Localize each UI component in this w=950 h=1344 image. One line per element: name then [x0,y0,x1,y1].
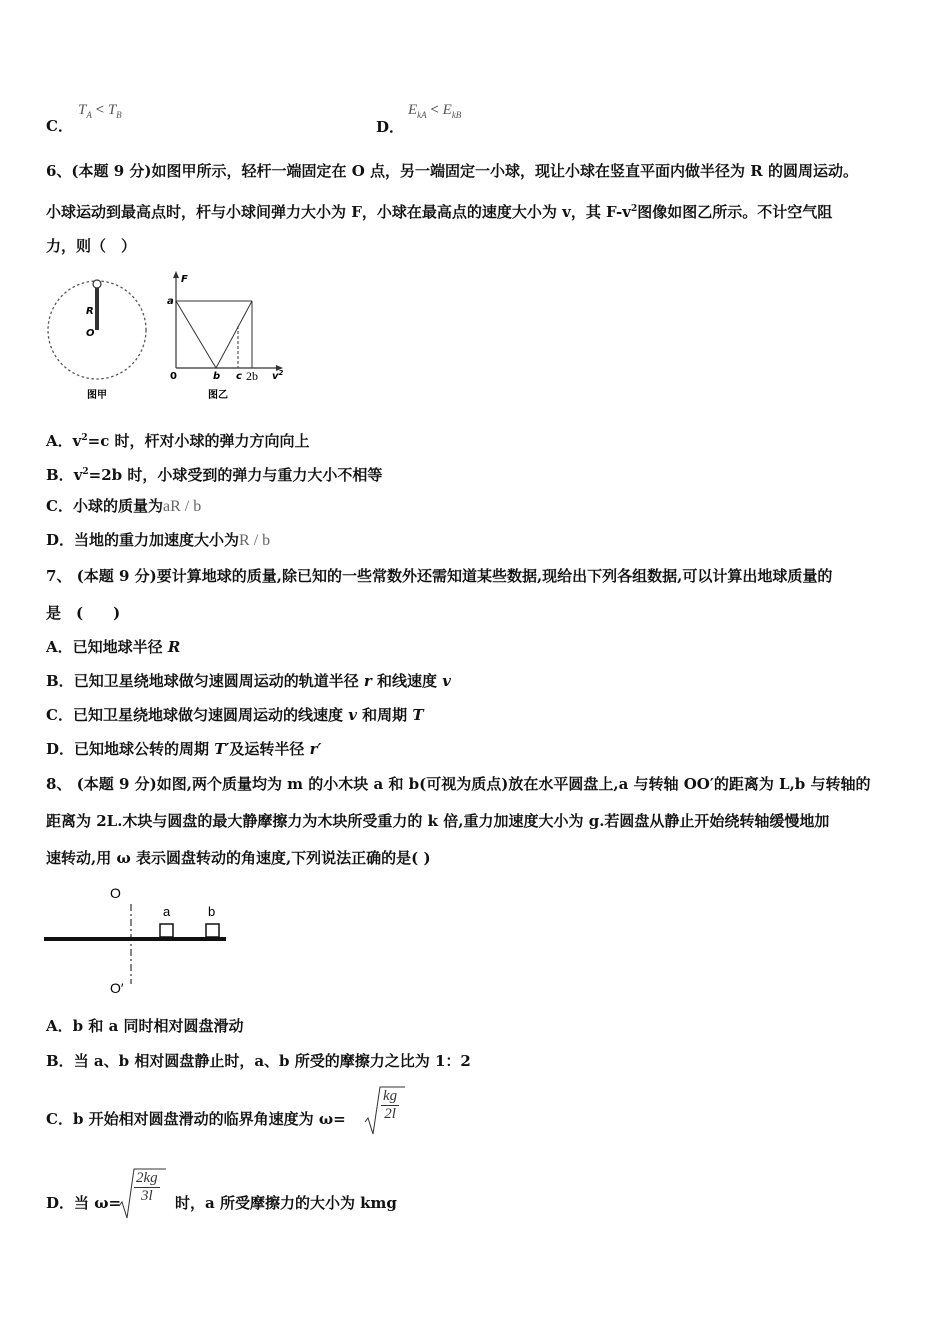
q6-stem-line2-post: 图像如图乙所示。不计空气阻 [637,203,833,221]
option-var: T [412,706,424,724]
q6-option-a [46,428,310,451]
q6-stem-line2 [46,199,832,222]
option-var: r′ [309,740,322,758]
option-text: 当 a、b 相对圆盘静止时，a、b 所受的摩擦力之比为 1：2 [73,1052,471,1070]
option-pre: v [72,432,82,450]
y-axis-arrow [173,271,179,278]
q7-option-a [46,637,180,657]
option-label: D． [46,531,75,549]
figure-jia [44,272,154,404]
label-v2 [272,369,284,382]
option-text: 当 ω= [74,1194,122,1212]
option-text: b 开始相对圆盘滑动的临界角速度为 ω= [72,1110,346,1128]
option-label: B． [46,1052,74,1070]
formula-sub: B [116,110,122,120]
label-O: O [86,328,95,339]
caption-jia: 图甲 [87,390,107,401]
option-text: b 和 a 同时相对圆盘滑动 [72,1017,244,1035]
option-var: r [363,672,372,690]
label-c: c [236,371,242,382]
label-v: v [272,371,279,382]
option-label: C． [46,1110,73,1128]
label-b: b [213,371,221,382]
fraction-denominator: 3l [141,1188,153,1204]
formula-sub: A [86,110,92,120]
option-text: 小球的质量为 [72,497,163,515]
option-text: 已知卫星绕地球做匀速圆周运动的轨道半径 [73,672,364,690]
option-sup: 2 [81,433,88,443]
label-R: R [86,306,94,317]
disk [44,937,226,941]
q6-stem-line1: 6、(本题 9 分)如图甲所示，轻杆一端固定在 O 点，另一端固定一小球，现让小球在竖直平面内做半径为 R 的圆周运动。 [46,162,858,180]
option-text: 和线速度 [371,672,443,690]
fraction [381,1088,399,1123]
label-2b: 2b [246,369,258,383]
block-b [206,924,219,937]
fraction-numerator: 2kg [136,1170,158,1186]
q8-stem-line2: 距离为 2L.木块与圆盘的最大静摩擦力为木块所受重力的 k 倍,重力加速度大小为 g.若圆盘从静止开始绕转轴缓慢地加 [46,812,830,830]
option-var: v [348,706,357,724]
q5-option-c-label: C． [46,117,73,135]
option-label: D． [46,1194,75,1212]
q5-option-d-formula [408,102,461,120]
option-var: v [442,672,451,690]
q8-option-d [46,1193,121,1213]
q7-option-b [46,671,451,691]
label-zero: 0 [170,371,177,382]
caption-yi: 图乙 [208,390,228,401]
q8-stem-line1: 8、 (本题 9 分)如图,两个质量均为 m 的小木块 a 和 b(可视为质点)放在水平圆盘上,a 与转轴 OO′的距离为 L,b 与转轴的 [46,775,871,793]
q6-option-b [46,462,382,485]
q6-stem-line2-pre: 小球运动到最高点时，杆与小球间弹力大小为 F，小球在最高点的速度大小为 v，其 F-v [46,203,631,221]
q7-option-c [46,705,424,725]
fraction-numerator: kg [383,1088,398,1104]
q5-option-c [46,116,73,136]
graph-v [176,301,252,368]
option-label: D． [46,740,75,758]
q8-option-c [46,1109,346,1129]
label-v-sup: 2 [278,369,284,377]
label-a: a [167,296,174,307]
option-text: 已知地球公转的周期 [74,740,215,758]
option-label: B． [46,466,74,484]
formula-sub: kA [417,110,427,120]
q7-option-d [46,739,321,759]
option-label: C． [46,706,73,724]
formula-sub: kB [451,110,462,120]
label-O: O [110,885,121,901]
option-text: 已知卫星绕地球做匀速圆周运动的线速度 [72,706,349,724]
figure-yi [160,268,290,404]
q7-stem-line1: 7、 (本题 9 分)要计算地球的质量,除已知的一些常数外还需知道某些数据,现给出下列各组数据,可以计算出地球质量的 [46,567,833,585]
fraction [134,1170,160,1205]
label-a: a [163,904,171,919]
option-math: R / b [239,532,271,549]
option-math: aR / b [162,498,202,515]
option-label: A． [46,432,73,450]
q6-stem-line3: 力，则（ ） [46,237,137,255]
option-text: =c 时，杆对小球的弹力方向向上 [87,432,310,450]
q8-option-d-tail: 时，a 所受摩擦力的大小为 kmg [160,1194,397,1212]
block-a [160,924,173,937]
q7-stem-line2: 是 ( ) [46,604,121,622]
option-pre: v [73,466,83,484]
formula-part: E [442,102,452,118]
option-label: B． [46,672,74,690]
option-text: =2b 时，小球受到的弹力与重力大小不相等 [88,466,383,484]
q5-option-d [376,116,404,137]
formula-part: E [408,102,418,118]
option-label: A． [46,638,73,656]
formula-op: < [426,102,443,118]
option-text: 已知地球半径 [72,638,168,656]
option-text: 和周期 [356,706,413,724]
q8-option-b [46,1051,471,1071]
q8-option-a [46,1016,244,1036]
option-label: A． [46,1017,73,1035]
label-O-prime: O′ [110,980,124,996]
option-text: 及运转半径 [229,740,310,758]
formula-op: < [91,102,108,118]
formula-part: T [107,102,117,118]
q6-option-d [46,530,270,551]
option-label: C． [46,497,73,515]
fraction-denominator: 2l [384,1106,396,1122]
figure-disk [44,880,234,1000]
option-var: R [167,638,181,656]
q6-stem-sup: 2 [630,204,638,214]
ball [93,280,101,288]
formula-part: T [78,102,87,118]
q6-option-c [46,496,201,517]
q5-option-c-formula [78,102,122,120]
label-F: F [181,274,188,285]
label-b: b [208,904,216,919]
option-var: T′ [214,740,230,758]
q8-stem-line3: 速转动,用 ω 表示圆盘转动的角速度,下列说法正确的是( ) [46,849,431,867]
q5-option-d-label: D． [376,118,405,136]
option-sup: 2 [82,467,89,477]
option-text: 当地的重力加速度大小为 [74,531,240,549]
